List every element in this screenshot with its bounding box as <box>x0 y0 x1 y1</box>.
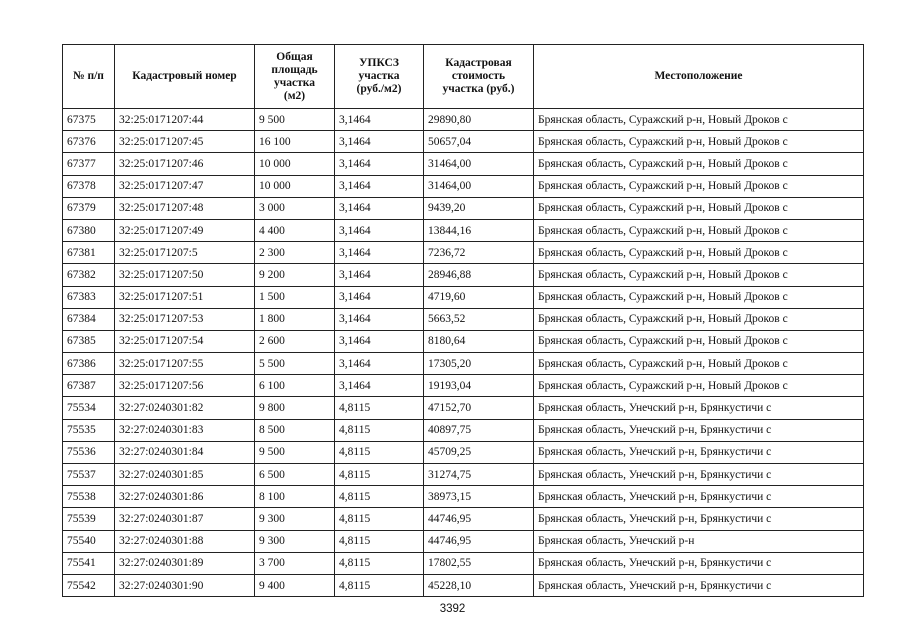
upksz-cell: 4,8115 <box>335 464 424 486</box>
location-cell: Брянская область, Суражский р-н, Новый Дроков с <box>534 131 864 153</box>
row-number-cell: 67379 <box>63 197 115 219</box>
table-row <box>63 264 864 286</box>
location-cell: Брянская область, Унечский р-н, Брянкустичи с <box>534 552 864 574</box>
upksz-cell: 4,8115 <box>335 508 424 530</box>
row-number-cell: 67382 <box>63 264 115 286</box>
table-row <box>63 441 864 463</box>
row-number-cell: 67383 <box>63 286 115 308</box>
area-cell: 16 100 <box>255 131 335 153</box>
upksz-cell: 3,1464 <box>335 109 424 131</box>
row-number-cell: 75538 <box>63 486 115 508</box>
upksz-cell: 4,8115 <box>335 530 424 552</box>
upksz-cell: 3,1464 <box>335 330 424 352</box>
cadastral-value-cell: 45709,25 <box>424 441 534 463</box>
table-row <box>63 219 864 241</box>
row-number-cell: 67384 <box>63 308 115 330</box>
header-cadastral-number: Кадастровый номер <box>115 45 255 109</box>
upksz-cell: 4,8115 <box>335 552 424 574</box>
cadastral-value-cell: 5663,52 <box>424 308 534 330</box>
header-upksz: УПКСЗ участка (руб./м2) <box>335 45 424 109</box>
row-number-cell: 75537 <box>63 464 115 486</box>
location-cell: Брянская область, Суражский р-н, Новый Дроков с <box>534 109 864 131</box>
location-cell: Брянская область, Суражский р-н, Новый Дроков с <box>534 219 864 241</box>
area-cell: 6 100 <box>255 375 335 397</box>
cadastral-value-cell: 4719,60 <box>424 286 534 308</box>
location-cell: Брянская область, Суражский р-н, Новый Дроков с <box>534 330 864 352</box>
upksz-cell: 3,1464 <box>335 264 424 286</box>
cadastral-value-cell: 31464,00 <box>424 175 534 197</box>
upksz-cell: 3,1464 <box>335 197 424 219</box>
cadastral-number-cell: 32:27:0240301:83 <box>115 419 255 441</box>
location-cell: Брянская область, Суражский р-н, Новый Дроков с <box>534 175 864 197</box>
cadastral-number-cell: 32:27:0240301:82 <box>115 397 255 419</box>
cadastral-value-cell: 29890,80 <box>424 109 534 131</box>
area-cell: 8 500 <box>255 419 335 441</box>
cadastral-number-cell: 32:25:0171207:45 <box>115 131 255 153</box>
row-number-cell: 67385 <box>63 330 115 352</box>
cadastral-value-cell: 50657,04 <box>424 131 534 153</box>
table-row <box>63 419 864 441</box>
cadastral-number-cell: 32:27:0240301:84 <box>115 441 255 463</box>
cadastral-value-cell: 13844,16 <box>424 219 534 241</box>
table-row <box>63 508 864 530</box>
area-cell: 3 700 <box>255 552 335 574</box>
area-cell: 9 200 <box>255 264 335 286</box>
row-number-cell: 67387 <box>63 375 115 397</box>
area-cell: 2 600 <box>255 330 335 352</box>
row-number-cell: 75542 <box>63 574 115 596</box>
location-cell: Брянская область, Суражский р-н, Новый Дроков с <box>534 353 864 375</box>
cadastral-value-cell: 45228,10 <box>424 574 534 596</box>
area-cell: 1 800 <box>255 308 335 330</box>
cadastral-value-cell: 38973,15 <box>424 486 534 508</box>
location-cell: Брянская область, Унечский р-н, Брянкустичи с <box>534 486 864 508</box>
upksz-cell: 3,1464 <box>335 242 424 264</box>
table-row <box>63 109 864 131</box>
row-number-cell: 75534 <box>63 397 115 419</box>
cadastral-value-cell: 47152,70 <box>424 397 534 419</box>
row-number-cell: 67381 <box>63 242 115 264</box>
table-row <box>63 131 864 153</box>
cadastral-value-cell: 9439,20 <box>424 197 534 219</box>
cadastral-number-cell: 32:25:0171207:46 <box>115 153 255 175</box>
table-row <box>63 464 864 486</box>
location-cell: Брянская область, Суражский р-н, Новый Дроков с <box>534 264 864 286</box>
upksz-cell: 3,1464 <box>335 286 424 308</box>
cadastral-value-cell: 8180,64 <box>424 330 534 352</box>
upksz-cell: 4,8115 <box>335 397 424 419</box>
area-cell: 9 500 <box>255 109 335 131</box>
cadastral-number-cell: 32:25:0171207:44 <box>115 109 255 131</box>
row-number-cell: 67378 <box>63 175 115 197</box>
location-cell: Брянская область, Унечский р-н, Брянкустичи с <box>534 397 864 419</box>
table-header <box>63 45 864 109</box>
location-cell: Брянская область, Суражский р-н, Новый Дроков с <box>534 375 864 397</box>
upksz-cell: 3,1464 <box>335 308 424 330</box>
cadastral-table <box>62 44 864 597</box>
area-cell: 9 300 <box>255 508 335 530</box>
area-cell: 8 100 <box>255 486 335 508</box>
cadastral-number-cell: 32:27:0240301:88 <box>115 530 255 552</box>
area-cell: 3 000 <box>255 197 335 219</box>
area-cell: 9 800 <box>255 397 335 419</box>
header-row-number: № п/п <box>63 45 115 109</box>
cadastral-value-cell: 31274,75 <box>424 464 534 486</box>
cadastral-value-cell: 40897,75 <box>424 419 534 441</box>
table-row <box>63 530 864 552</box>
table-body <box>63 109 864 597</box>
cadastral-number-cell: 32:25:0171207:53 <box>115 308 255 330</box>
location-cell: Брянская область, Суражский р-н, Новый Дроков с <box>534 286 864 308</box>
location-cell: Брянская область, Унечский р-н, Брянкустичи с <box>534 574 864 596</box>
location-cell: Брянская область, Унечский р-н, Брянкустичи с <box>534 508 864 530</box>
cadastral-value-cell: 7236,72 <box>424 242 534 264</box>
table-row <box>63 353 864 375</box>
row-number-cell: 75535 <box>63 419 115 441</box>
cadastral-value-cell: 28946,88 <box>424 264 534 286</box>
upksz-cell: 4,8115 <box>335 574 424 596</box>
location-cell: Брянская область, Унечский р-н, Брянкустичи с <box>534 464 864 486</box>
area-cell: 5 500 <box>255 353 335 375</box>
area-cell: 10 000 <box>255 175 335 197</box>
cadastral-number-cell: 32:25:0171207:55 <box>115 353 255 375</box>
cadastral-number-cell: 32:25:0171207:56 <box>115 375 255 397</box>
upksz-cell: 3,1464 <box>335 131 424 153</box>
upksz-cell: 3,1464 <box>335 219 424 241</box>
area-cell: 6 500 <box>255 464 335 486</box>
row-number-cell: 67386 <box>63 353 115 375</box>
area-cell: 9 400 <box>255 574 335 596</box>
table-row <box>63 286 864 308</box>
location-cell: Брянская область, Суражский р-н, Новый Дроков с <box>534 242 864 264</box>
location-cell: Брянская область, Суражский р-н, Новый Дроков с <box>534 308 864 330</box>
row-number-cell: 67375 <box>63 109 115 131</box>
row-number-cell: 75539 <box>63 508 115 530</box>
cadastral-value-cell: 31464,00 <box>424 153 534 175</box>
upksz-cell: 3,1464 <box>335 175 424 197</box>
cadastral-number-cell: 32:27:0240301:85 <box>115 464 255 486</box>
cadastral-value-cell: 17305,20 <box>424 353 534 375</box>
header-area: Общая площадь участка (м2) <box>255 45 335 109</box>
cadastral-number-cell: 32:27:0240301:87 <box>115 508 255 530</box>
cadastral-value-cell: 44746,95 <box>424 530 534 552</box>
table-row <box>63 197 864 219</box>
cadastral-value-cell: 17802,55 <box>424 552 534 574</box>
table-row <box>63 486 864 508</box>
location-cell: Брянская область, Унечский р-н, Брянкустичи с <box>534 419 864 441</box>
header-cadastral-value: Кадастровая стоимость участка (руб.) <box>424 45 534 109</box>
area-cell: 9 300 <box>255 530 335 552</box>
location-cell: Брянская область, Унечский р-н, Брянкустичи с <box>534 441 864 463</box>
cadastral-number-cell: 32:25:0171207:47 <box>115 175 255 197</box>
row-number-cell: 75536 <box>63 441 115 463</box>
area-cell: 4 400 <box>255 219 335 241</box>
upksz-cell: 4,8115 <box>335 486 424 508</box>
table-row <box>63 308 864 330</box>
cadastral-number-cell: 32:27:0240301:89 <box>115 552 255 574</box>
upksz-cell: 3,1464 <box>335 353 424 375</box>
header-row <box>63 45 864 109</box>
location-cell: Брянская область, Суражский р-н, Новый Дроков с <box>534 153 864 175</box>
cadastral-number-cell: 32:25:0171207:50 <box>115 264 255 286</box>
cadastral-number-cell: 32:25:0171207:5 <box>115 242 255 264</box>
cadastral-number-cell: 32:25:0171207:49 <box>115 219 255 241</box>
header-location: Местоположение <box>534 45 864 109</box>
table-row <box>63 330 864 352</box>
area-cell: 2 300 <box>255 242 335 264</box>
table-row <box>63 175 864 197</box>
area-cell: 10 000 <box>255 153 335 175</box>
upksz-cell: 4,8115 <box>335 441 424 463</box>
area-cell: 9 500 <box>255 441 335 463</box>
row-number-cell: 75541 <box>63 552 115 574</box>
row-number-cell: 67380 <box>63 219 115 241</box>
page-number: 3392 <box>439 603 466 615</box>
upksz-cell: 4,8115 <box>335 419 424 441</box>
upksz-cell: 3,1464 <box>335 375 424 397</box>
row-number-cell: 67376 <box>63 131 115 153</box>
cadastral-number-cell: 32:27:0240301:86 <box>115 486 255 508</box>
table-row <box>63 242 864 264</box>
table-row <box>63 375 864 397</box>
table-row <box>63 397 864 419</box>
cadastral-number-cell: 32:25:0171207:51 <box>115 286 255 308</box>
area-cell: 1 500 <box>255 286 335 308</box>
cadastral-value-cell: 19193,04 <box>424 375 534 397</box>
cadastral-number-cell: 32:27:0240301:90 <box>115 574 255 596</box>
upksz-cell: 3,1464 <box>335 153 424 175</box>
cadastral-number-cell: 32:25:0171207:48 <box>115 197 255 219</box>
cadastral-value-cell: 44746,95 <box>424 508 534 530</box>
table-row <box>63 153 864 175</box>
cadastral-number-cell: 32:25:0171207:54 <box>115 330 255 352</box>
location-cell: Брянская область, Унечский р-н <box>534 530 864 552</box>
table-row <box>63 574 864 596</box>
row-number-cell: 75540 <box>63 530 115 552</box>
row-number-cell: 67377 <box>63 153 115 175</box>
location-cell: Брянская область, Суражский р-н, Новый Дроков с <box>534 197 864 219</box>
table-row <box>63 552 864 574</box>
